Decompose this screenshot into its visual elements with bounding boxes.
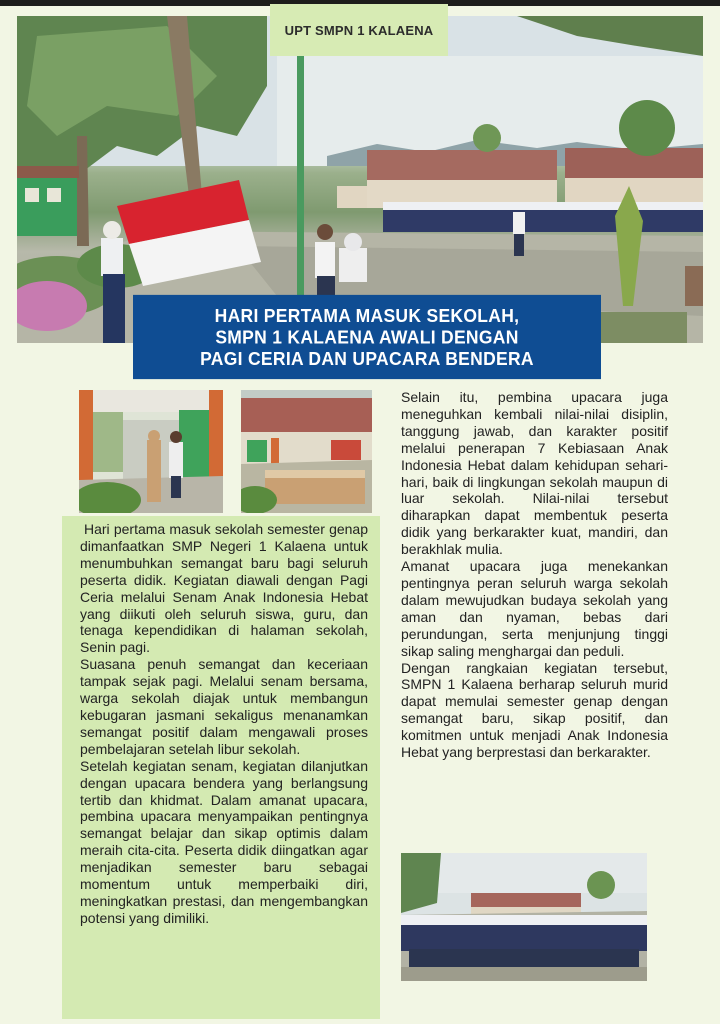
headline-banner [133,295,601,379]
paragraph-school-culture: Amanat upacara juga menekankan pentingnya peran seluruh warga sekolah dalam mewujudkan budaya sekolah yang aman dan nyaman, bebas dari perundungan, serta menjunjung tinggi sikap saling menghargai dan peduli. [401,558,668,659]
paragraph-intro: Hari pertama masuk sekolah semester genap dimanfaatkan SMP Negeri 1 Kalaena untuk menumbuhkan semangat baru bagi seluruh peserta didik. Kegiatan diawali dengan Pagi Ceria melalui Senam Anak Indonesia Hebat yang diikuti oleh seluruh siswa, guru, dan tenaga kependidikan di halaman sekolah, Senin pagi. [80,521,368,656]
paragraph-values: Selain itu, pembina upacara juga meneguhkan kembali nilai-nilai disiplin, tanggung jawab, dan karakter positif melalui penerapan 7 Kebiasaan Anak Indonesia Hebat dalam kehidupan sehari-hari, baik di lingkungan sekolah maupun di luar sekolah. Nilai-nilai tersebut diharapkan dapat membentuk peserta didik yang berkarakter kuat, mandiri, dan berakhlak mulia. [401,389,668,558]
headline-line-2: SMPN 1 KALAENA AWALI DENGAN [215,326,519,348]
article-right-column [401,389,668,761]
photo-morning-assembly [241,390,372,513]
school-tag-label: UPT SMPN 1 KALAENA [270,4,448,56]
paragraph-atmosphere: Suasana penuh semangat dan keceriaan tampak sejak pagi. Melalui senam bersama, warga sekolah diajak untuk membangun kebugaran jasmani sekaligus menanamkan semangat positif dalam mengawali proses pembelajaran setelah libur sekolah. [80,656,368,757]
paragraph-closing: Dengan rangkaian kegiatan tersebut, SMPN 1 Kalaena berharap seluruh murid dapat memulai semester genap dengan semangat baru, sikap positif, dan komitmen untuk menjadi Anak Indonesia Hebat yang berprestasi dan berkarakter. [401,659,668,761]
photo-teachers-corridor [79,390,223,513]
photo-group-exercise [401,853,647,981]
headline-line-3: PAGI CERIA DAN UPACARA BENDERA [200,347,534,370]
paragraph-ceremony: Setelah kegiatan senam, kegiatan dilanjutkan dengan upacara bendera yang berlangsung tertib dan khidmat. Dalam amanat upacara, pembina upacara menyampaikan pentingnya semangat belajar dan sikap optimis dalam meraih cita-cita. Peserta didik diingatkan agar menjadikan semester baru sebagai momentum untuk memperbaiki diri, meningkatkan prestasi, dan mengembangkan potensi yang dimiliki. [80,757,368,926]
article-left-column [62,516,380,1019]
headline-line-1: HARI PERTAMA MASUK SEKOLAH, [214,304,520,327]
